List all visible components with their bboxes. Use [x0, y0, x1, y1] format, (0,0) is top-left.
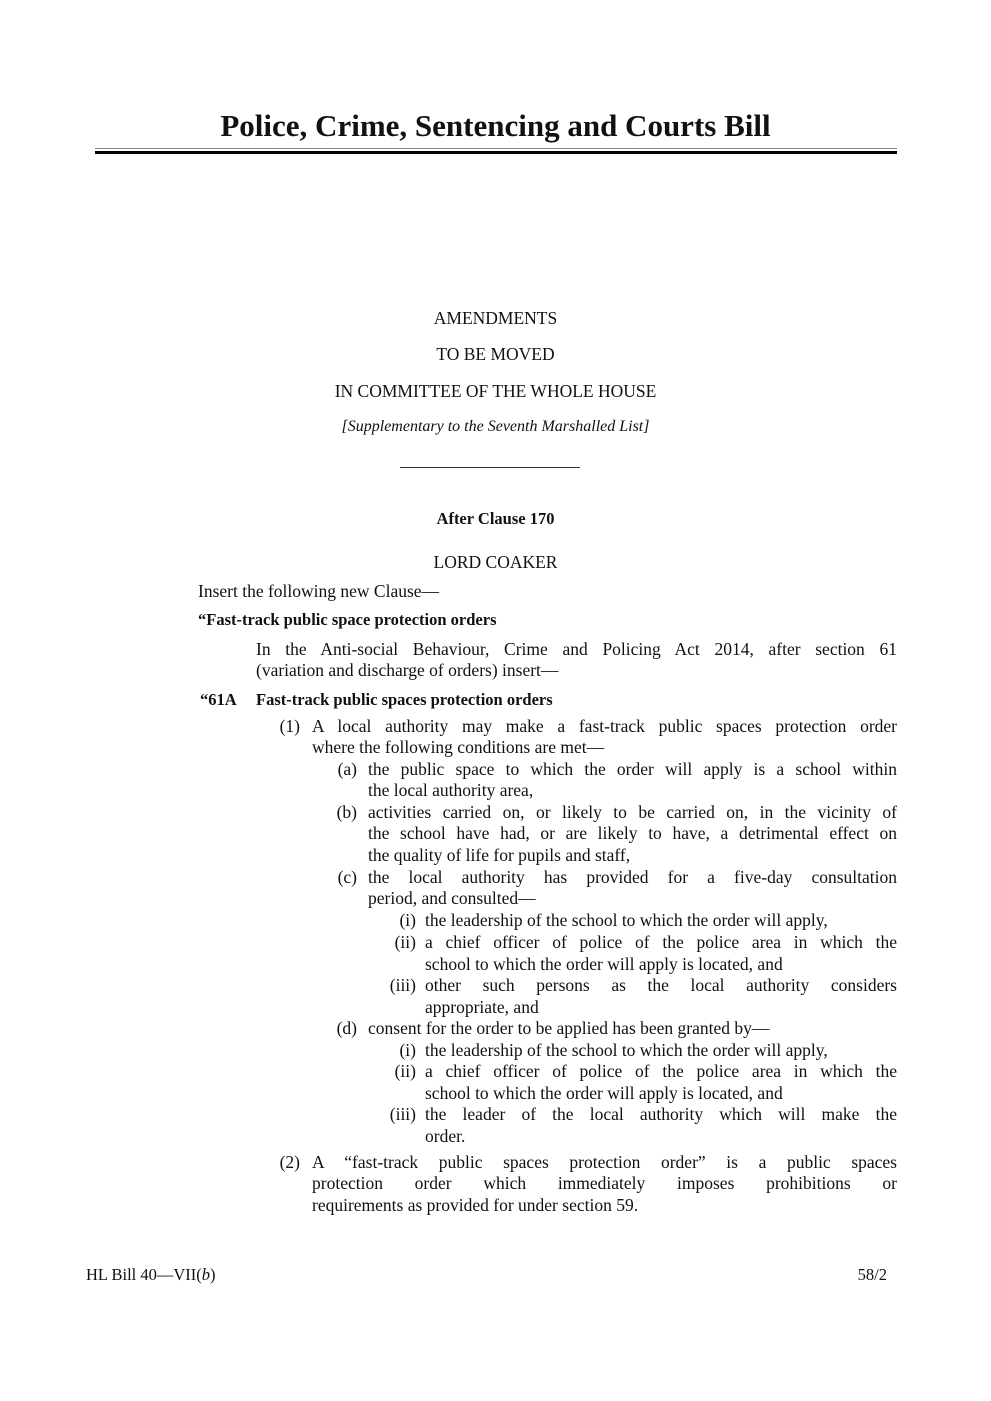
subparagraph-number: (ii) [394, 932, 416, 952]
separator [400, 467, 580, 468]
subparagraph-line: school to which the order will apply is located, and [425, 954, 783, 974]
mover-name: LORD COAKER [433, 552, 558, 572]
new-clause-title: “Fast-track public space protection orders [198, 610, 497, 629]
paragraph-number: (d) [336, 1018, 357, 1038]
subsection-line: where the following conditions are met— [312, 737, 605, 757]
paragraph-number: (c) [337, 867, 357, 887]
to-be-moved: TO BE MOVED [436, 344, 555, 364]
subparagraph-line: a chief officer of police of the police area in which the [425, 1061, 897, 1081]
subparagraph-line: school to which the order will apply is located, and [425, 1083, 783, 1103]
subsection-number: (1) [279, 716, 300, 736]
bill-reference-italic: b [201, 1265, 211, 1284]
subsection-line: A “fast-track public spaces protection order” is a public spaces [312, 1152, 897, 1172]
preamble-line: In the Anti-social Behaviour, Crime and Policing Act 2014, after section 61 [256, 639, 897, 659]
preamble-line: (variation and discharge of orders) insert— [256, 660, 559, 680]
paragraph-line: the local authority area, [368, 780, 534, 800]
bill-reference-end: ) [210, 1265, 216, 1284]
subparagraph-number: (i) [399, 910, 416, 930]
title-rule-thick [95, 151, 897, 154]
subparagraph-line: the leader of the local authority which will make the [425, 1104, 897, 1124]
section-title: Fast-track public spaces protection orders [256, 690, 553, 709]
paragraph-number: (a) [337, 759, 357, 779]
supplementary-note: [Supplementary to the Seventh Marshalled List] [341, 418, 650, 435]
paragraph-line: consent for the order to be applied has been granted by— [368, 1018, 770, 1038]
title-rule-thin [95, 148, 897, 149]
subparagraph-line: other such persons as the local authority considers [425, 975, 897, 995]
paragraph-line: the local authority has provided for a five-day consultation [368, 867, 897, 887]
subparagraph-line: the leadership of the school to which the order will apply, [425, 1040, 828, 1060]
clause-heading: After Clause 170 [436, 509, 555, 528]
section-number: “61A [200, 690, 237, 709]
subparagraph-number: (i) [399, 1040, 416, 1060]
amendments-heading: AMENDMENTS [433, 308, 558, 328]
bill-reference [86, 1264, 216, 1286]
subparagraph-number: (iii) [389, 1104, 416, 1124]
subparagraph-number: (iii) [389, 975, 416, 995]
paragraph-line: the public space to which the order will apply is a school within [368, 759, 897, 779]
paragraph-line: period, and consulted— [368, 888, 536, 908]
subsection-number: (2) [279, 1152, 300, 1172]
bill-reference-text: HL Bill 40—VII( [86, 1265, 202, 1284]
subsection-line: requirements as provided for under section 59. [312, 1195, 639, 1215]
paragraph-number: (b) [336, 802, 357, 822]
committee-line: IN COMMITTEE OF THE WHOLE HOUSE [334, 381, 657, 401]
paragraph-line: the quality of life for pupils and staff, [368, 845, 631, 865]
subsection-line: A local authority may make a fast-track public spaces protection order [312, 716, 897, 736]
page-number: 58/2 [857, 1265, 887, 1284]
subparagraph-line: a chief officer of police of the police area in which the [425, 932, 897, 952]
subsection-line: protection order which immediately imposes prohibitions or [312, 1173, 897, 1193]
subparagraph-line: the leadership of the school to which the order will apply, [425, 910, 828, 930]
subparagraph-line: order. [425, 1126, 466, 1146]
subparagraph-line: appropriate, and [425, 997, 539, 1017]
paragraph-line: activities carried on, or likely to be carried on, in the vicinity of [368, 802, 897, 822]
paragraph-line: the school have had, or are likely to have, a detrimental effect on [368, 823, 897, 843]
instruction: Insert the following new Clause— [198, 581, 440, 601]
subparagraph-number: (ii) [394, 1061, 416, 1081]
bill-title: Police, Crime, Sentencing and Courts Bill [220, 108, 771, 143]
